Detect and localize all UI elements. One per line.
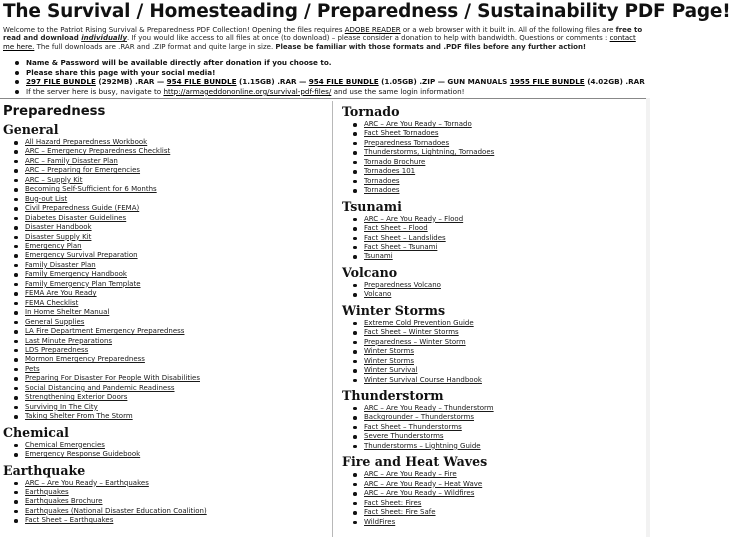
- pdf-link[interactable]: Becoming Self-Sufficient for 6 Months: [25, 185, 157, 194]
- pdf-link[interactable]: All Hazard Preparedness Workbook: [25, 138, 148, 146]
- pdf-link[interactable]: Tornado Brochure: [364, 157, 426, 166]
- section-heading-earthquake: Earthquake: [3, 462, 86, 478]
- pdf-link[interactable]: Earthquakes (National Disaster Education Coalition): [25, 506, 207, 515]
- list-item: [25, 365, 333, 374]
- pdf-link[interactable]: Winter Storms: [364, 347, 414, 356]
- pdf-link[interactable]: Last Minute Preparations: [25, 336, 113, 345]
- pdf-link[interactable]: Diabetes Disaster Guidelines: [25, 213, 127, 222]
- pdf-link[interactable]: Chemical Emergencies: [25, 440, 105, 449]
- list-item: [25, 337, 333, 346]
- intro-paragraph: [3, 26, 643, 51]
- intro-text-2: or a web browser with it built in. All of the following files are: [400, 26, 616, 34]
- list-item: [364, 252, 647, 261]
- pdf-link[interactable]: ARC – Are You Ready – Tornado: [364, 120, 472, 128]
- section-heading-thunderstorm: Thunderstorm: [342, 387, 444, 403]
- pdf-link[interactable]: Fact Sheet: Fire Safe: [364, 508, 436, 517]
- pdf-link[interactable]: Disaster Supply Kit: [25, 232, 92, 241]
- list-item: [364, 215, 647, 224]
- section-heading-winter-storms: Winter Storms: [342, 302, 446, 318]
- list-item: [25, 374, 333, 383]
- pdf-link[interactable]: Fact Sheet – Flood: [364, 224, 428, 233]
- right-column: [342, 104, 647, 530]
- pdf-link[interactable]: Extreme Cold Prevention Guide: [364, 318, 474, 327]
- section-heading-volcano: Volcano: [342, 264, 398, 280]
- pdf-link[interactable]: ARC – Family Disaster Plan: [25, 156, 118, 165]
- list-item: [25, 166, 333, 175]
- list-item: [25, 450, 333, 459]
- pdf-link[interactable]: Fact Sheet – Landslides: [364, 233, 446, 242]
- list-item: [25, 516, 333, 525]
- list-item: [364, 328, 647, 337]
- link-list-general: [3, 138, 333, 422]
- pdf-link[interactable]: LA Fire Department Emergency Preparedness: [25, 327, 185, 336]
- list-item: [364, 442, 647, 451]
- pdf-link[interactable]: Pets: [25, 364, 40, 373]
- pdf-link[interactable]: Earthquakes Brochure: [25, 497, 103, 506]
- list-item: [364, 139, 647, 148]
- intro-individually: individually: [81, 34, 128, 43]
- list-item: [25, 384, 333, 393]
- left-column: [3, 104, 333, 529]
- list-item: [364, 376, 647, 385]
- left-sections: [3, 122, 333, 526]
- list-item: [25, 147, 333, 156]
- pdf-link[interactable]: Preparedness Tornadoes: [364, 138, 450, 147]
- pdf-link[interactable]: Fact Sheet Tornadoes: [364, 129, 439, 138]
- list-item: [25, 327, 333, 336]
- pdf-link[interactable]: Preparing For Disaster For People With Disabilities: [25, 374, 200, 383]
- pdf-link[interactable]: Emergency Response Guidebook: [25, 450, 141, 459]
- list-item: [25, 441, 333, 450]
- list-item: [25, 346, 333, 355]
- link-list-winter-storms: [342, 319, 647, 385]
- list-item: [25, 479, 333, 488]
- pdf-link[interactable]: Fact Sheet – Thunderstorms: [364, 422, 462, 431]
- list-item: [25, 242, 333, 251]
- pdf-link[interactable]: Fact Sheet – Earthquakes: [25, 516, 114, 525]
- pdf-link[interactable]: ARC – Supply Kit: [25, 175, 83, 184]
- list-item: [364, 357, 647, 366]
- list-item: [25, 176, 333, 185]
- list-item: [25, 403, 333, 412]
- pdf-link[interactable]: Social Distancing and Pandemic Readiness: [25, 383, 175, 392]
- pdf-link[interactable]: Emergency Survival Preparation: [25, 251, 138, 260]
- bundle-954-zip-link[interactable]: 954 FILE BUNDLE: [308, 77, 379, 87]
- link-list-thunderstorm: [342, 404, 647, 451]
- pdf-link[interactable]: ARC – Are You Ready – Flood: [364, 214, 464, 223]
- list-item: [25, 138, 333, 147]
- list-item: [25, 233, 333, 242]
- page-title: The Survival / Homesteading / Preparedness / Sustainability PDF Page!: [3, 1, 731, 22]
- note-mirror: [14, 87, 644, 97]
- pdf-link[interactable]: Family Disaster Plan: [25, 260, 96, 269]
- list-item: [364, 319, 647, 328]
- pdf-link[interactable]: Mormon Emergency Preparedness: [25, 355, 145, 364]
- list-item: [25, 195, 333, 204]
- pdf-link[interactable]: ARC – Are You Ready – Heat Wave: [364, 479, 483, 488]
- pdf-link[interactable]: Bug-out List: [25, 194, 68, 203]
- pdf-link[interactable]: ARC – Are You Ready – Earthquakes: [25, 478, 149, 487]
- pdf-link[interactable]: Thunderstorms – Lightning Guide: [364, 441, 481, 450]
- list-item: [364, 290, 647, 299]
- list-item: [364, 243, 647, 252]
- pdf-link[interactable]: Thunderstorms, Lightning, Tornadoes: [364, 148, 495, 157]
- section-heading-chemical: Chemical: [3, 424, 69, 440]
- list-item: [364, 470, 647, 479]
- list-item: [25, 157, 333, 166]
- bundle-954-rar-link[interactable]: 954 FILE BUNDLE: [166, 77, 237, 87]
- scrollbar-track[interactable]: [646, 98, 650, 537]
- list-item: [25, 204, 333, 213]
- list-item: [25, 270, 333, 279]
- bundle-954-zip-meta: (1.05GB) .ZIP — GUN MANUALS: [378, 77, 510, 87]
- list-item: [364, 347, 647, 356]
- list-item: [364, 148, 647, 157]
- link-list-tsunami: [342, 215, 647, 262]
- section-heading-tsunami: Tsunami: [342, 198, 402, 214]
- list-item: [25, 299, 333, 308]
- header-divider: [0, 98, 650, 99]
- section-heading-tornado: Tornado: [342, 104, 400, 119]
- pdf-link[interactable]: Fact Sheet: Fires: [364, 498, 422, 507]
- list-item: [364, 177, 647, 186]
- list-item: [364, 518, 647, 527]
- pdf-link[interactable]: Earthquakes: [25, 487, 69, 496]
- pdf-link[interactable]: Taking Shelter From The Storm: [25, 412, 133, 421]
- pdf-link[interactable]: Surviving In The City: [25, 402, 98, 411]
- pdf-link[interactable]: ARC – Preparing for Emergencies: [25, 166, 141, 175]
- pdf-link[interactable]: ARC – Are You Ready – Fire: [364, 470, 457, 479]
- pdf-link[interactable]: Strengthening Exterior Doors: [25, 393, 128, 402]
- list-item: [25, 412, 333, 421]
- list-item: [364, 186, 647, 195]
- list-item: [25, 308, 333, 317]
- intro-text-3: . If you would like access to all files at once (to download) – please consider a donation to help with bandwidth. Questions or comments :: [127, 34, 610, 43]
- list-item: [364, 404, 647, 413]
- list-item: [25, 223, 333, 232]
- bundle-1955-rar-link[interactable]: 1955 FILE BUNDLE: [509, 77, 585, 87]
- bundle-1955-meta: (4.02GB) .RAR: [584, 77, 645, 87]
- pdf-link[interactable]: In Home Shelter Manual: [25, 308, 110, 317]
- section-heading-general: General: [3, 122, 59, 137]
- pdf-link[interactable]: Backgrounder – Thunderstorms: [364, 413, 475, 422]
- section-heading-fire-and-heat-waves: Fire and Heat Waves: [342, 454, 488, 470]
- list-item: [364, 413, 647, 422]
- list-item: [25, 214, 333, 223]
- pdf-link[interactable]: Disaster Handbook: [25, 223, 92, 232]
- pdf-link[interactable]: Civil Preparedness Guide (FEMA): [25, 204, 140, 213]
- pdf-link[interactable]: FEMA Are You Ready: [25, 289, 97, 298]
- link-list-tornado: [342, 120, 647, 196]
- pdf-link[interactable]: Preparedness Volcano: [364, 280, 441, 289]
- pdf-link[interactable]: LDS Preparedness: [25, 345, 89, 354]
- notes-list: [14, 58, 644, 96]
- bundle-297-meta: (292MB) .RAR —: [95, 77, 167, 87]
- mirror-url-link[interactable]: http://armageddononline.org/survival-pdf-files/: [163, 86, 332, 96]
- list-item: [25, 507, 333, 516]
- pdf-link[interactable]: Tsunami: [364, 252, 393, 261]
- list-item: [25, 393, 333, 402]
- list-item: [364, 508, 647, 517]
- list-item: [364, 167, 647, 176]
- pdf-link[interactable]: Volcano: [364, 290, 392, 299]
- pdf-link[interactable]: ARC – Are You Ready – Thunderstorm: [364, 403, 494, 412]
- intro-text-4: The full downloads are .RAR and .ZIP format and quite large in size.: [34, 42, 276, 51]
- list-item: [364, 158, 647, 167]
- intro-text-1: Welcome to the Patriot Rising Survival & Preparedness PDF Collection! Opening the files requires: [3, 26, 345, 34]
- pdf-link[interactable]: WildFires: [364, 517, 396, 526]
- list-item: [25, 280, 333, 289]
- pdf-link[interactable]: Family Emergency Handbook: [25, 270, 127, 279]
- list-item: [364, 234, 647, 243]
- intro-bold-warning: Please be familiar with those formats and .PDF files before any further action!: [275, 42, 587, 51]
- list-item: [25, 497, 333, 506]
- pdf-link[interactable]: Winter Survival Course Handbook: [364, 375, 482, 384]
- note-mirror-post: and use the same login information!: [331, 86, 465, 96]
- link-list-chemical: [3, 441, 333, 460]
- pdf-link[interactable]: Severe Thunderstorms: [364, 432, 444, 441]
- pdf-link[interactable]: ARC – Are You Ready – Wildfires: [364, 489, 475, 498]
- preparedness-heading: Preparedness: [3, 104, 106, 119]
- bundle-297-rar-link[interactable]: 297 FILE BUNDLE: [26, 77, 96, 87]
- pdf-link[interactable]: General Supplies: [25, 317, 85, 326]
- contact-link[interactable]: contact me here.: [3, 34, 636, 51]
- pdf-link[interactable]: Tornadoes: [364, 176, 400, 185]
- pdf-link[interactable]: Fact Sheet – Tsunami: [364, 242, 438, 251]
- list-item: [364, 129, 647, 138]
- pdf-link[interactable]: Fact Sheet – Winter Storms: [364, 328, 459, 337]
- pdf-link[interactable]: Winter Storms: [364, 356, 414, 365]
- list-item: [364, 338, 647, 347]
- intro-bold-free: free to read and download: [3, 26, 643, 43]
- pdf-link[interactable]: FEMA Checklist: [25, 298, 79, 307]
- list-item: [25, 318, 333, 327]
- note-share: Please share this page with your social media!: [14, 68, 644, 78]
- list-item: [25, 261, 333, 270]
- link-list-fire-and-heat-waves: [342, 470, 647, 527]
- list-item: [364, 423, 647, 432]
- list-item: [364, 480, 647, 489]
- list-item: [364, 432, 647, 441]
- pdf-link[interactable]: Tornadoes 101: [364, 167, 416, 176]
- link-list-earthquake: [3, 479, 333, 526]
- note-mirror-pre: If the server here is busy, navigate to: [26, 86, 164, 96]
- list-item: [364, 489, 647, 498]
- list-item: [25, 488, 333, 497]
- list-item: [364, 366, 647, 375]
- list-item: [25, 251, 333, 260]
- list-item: [364, 120, 647, 129]
- pdf-link[interactable]: Winter Survival: [364, 366, 418, 375]
- pdf-link[interactable]: Preparedness – Winter Storm: [364, 337, 466, 346]
- pdf-link[interactable]: Tornadoes: [364, 186, 400, 195]
- right-sections: [342, 104, 647, 527]
- list-item: [25, 289, 333, 298]
- pdf-link[interactable]: ARC – Emergency Preparedness Checklist: [25, 147, 171, 156]
- pdf-link[interactable]: Emergency Plan: [25, 241, 82, 250]
- link-list-volcano: [342, 281, 647, 300]
- list-item: [364, 499, 647, 508]
- note-bundles: [14, 77, 644, 87]
- pdf-link[interactable]: Family Emergency Plan Template: [25, 279, 141, 288]
- list-item: [364, 281, 647, 290]
- list-item: [25, 355, 333, 364]
- note-password: Name & Password will be available directly after donation if you choose to.: [14, 58, 644, 68]
- list-item: [364, 224, 647, 233]
- bundle-954-rar-meta: (1.15GB) .RAR —: [236, 77, 309, 87]
- adobe-reader-link[interactable]: ADOBE READER: [344, 26, 401, 34]
- list-item: [25, 185, 333, 194]
